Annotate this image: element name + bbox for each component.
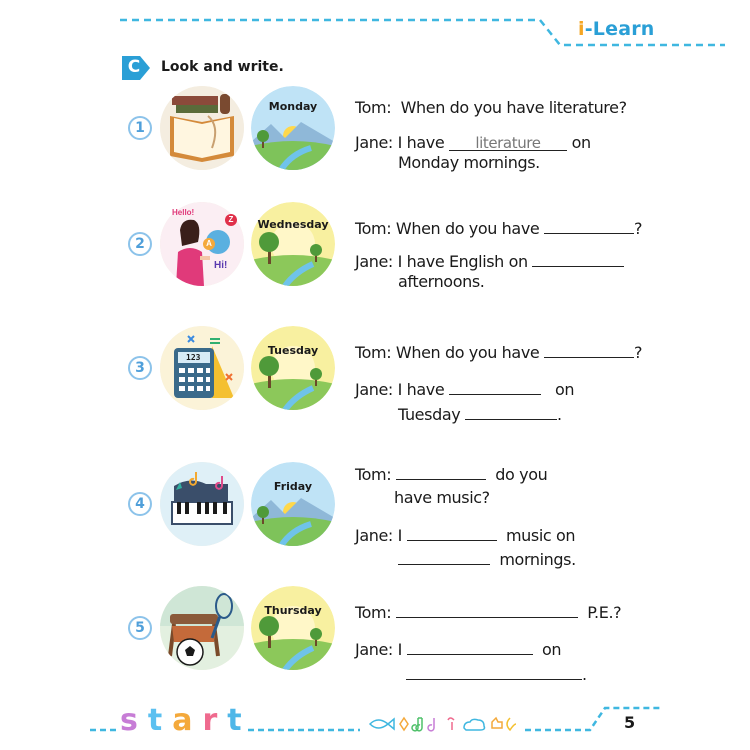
decorative-icons xyxy=(368,714,518,734)
calculator-icon xyxy=(160,326,244,410)
piano-icon xyxy=(160,462,244,546)
item-number: 4 xyxy=(128,492,152,516)
picture-caption: Hi! xyxy=(214,260,228,271)
section-letter: C xyxy=(127,57,141,77)
exercise-row-4 xyxy=(0,462,750,569)
day-scene-monday xyxy=(251,86,335,170)
day-label: Monday xyxy=(268,100,318,113)
start-letter: r xyxy=(202,703,228,738)
exercise-row-5 xyxy=(0,586,750,686)
day-scene-thursday xyxy=(251,586,335,670)
exercise-row-1 xyxy=(0,86,750,186)
answer-blank[interactable] xyxy=(398,549,490,565)
start-letter: t xyxy=(147,703,173,738)
jane-line-2: mornings. xyxy=(398,549,576,570)
day-scene-wednesday xyxy=(251,202,335,286)
day-label: Friday xyxy=(273,480,313,493)
picture-caption: Hello! xyxy=(172,208,195,217)
answer-blank[interactable] xyxy=(544,342,634,358)
jane-line: Jane: I music on xyxy=(355,526,576,545)
tom-line: Tom: When do you have ? xyxy=(355,343,643,362)
tom-line-2: have music? xyxy=(394,488,490,507)
day-scene-tuesday xyxy=(251,326,335,410)
day-label: Wednesday xyxy=(257,218,329,231)
exercise-row-3 xyxy=(0,326,750,426)
day-label: Thursday xyxy=(264,604,322,617)
jane-line-2: Tuesday . xyxy=(398,405,562,424)
item-number: 2 xyxy=(128,232,152,256)
jane-line-2: . xyxy=(406,664,587,685)
day-label: Tuesday xyxy=(267,344,319,357)
answer-blank[interactable] xyxy=(407,525,497,541)
page-number: 5 xyxy=(624,713,636,732)
jane-line-2: Monday mornings. xyxy=(398,153,540,172)
answer-blank[interactable] xyxy=(465,404,557,420)
answer-blank[interactable] xyxy=(532,251,624,267)
tom-line: Tom: do you xyxy=(355,465,548,484)
answer-blank[interactable] xyxy=(406,664,582,680)
calculator-display: 123 xyxy=(186,353,201,362)
exercise-row-2 xyxy=(0,202,750,302)
brand-logo: i-Learn xyxy=(578,18,655,40)
picture-caption: A xyxy=(203,238,215,250)
item-number: 3 xyxy=(128,356,152,380)
books-icon xyxy=(160,86,244,170)
tom-line: Tom: When do you have literature? xyxy=(355,98,627,117)
jane-line-2: afternoons. xyxy=(398,272,485,291)
start-letter: t xyxy=(227,703,252,738)
section-title: Look and write. xyxy=(161,59,284,75)
day-scene-friday xyxy=(251,462,335,546)
picture-caption: Z xyxy=(225,214,237,226)
item-number: 5 xyxy=(128,616,152,640)
sports-equipment-icon xyxy=(160,586,244,670)
answer-field[interactable]: literature xyxy=(449,133,567,151)
jane-line: Jane: I have on xyxy=(355,380,575,399)
answer-blank[interactable] xyxy=(544,218,634,234)
tom-line: Tom: P.E.? xyxy=(355,603,622,622)
jane-line: Jane: I have literature on xyxy=(355,133,591,152)
tom-line: Tom: When do you have ? xyxy=(355,219,643,238)
answer-blank[interactable] xyxy=(407,639,533,655)
start-letter: a xyxy=(172,703,203,738)
answer-blank[interactable] xyxy=(449,379,541,395)
start-word xyxy=(120,703,252,738)
answer-blank[interactable] xyxy=(396,464,486,480)
item-number: 1 xyxy=(128,116,152,140)
jane-line: Jane: I on xyxy=(355,640,562,659)
jane-line: Jane: I have English on xyxy=(355,251,624,272)
answer-blank[interactable] xyxy=(396,602,578,618)
start-letter: s xyxy=(120,703,148,738)
